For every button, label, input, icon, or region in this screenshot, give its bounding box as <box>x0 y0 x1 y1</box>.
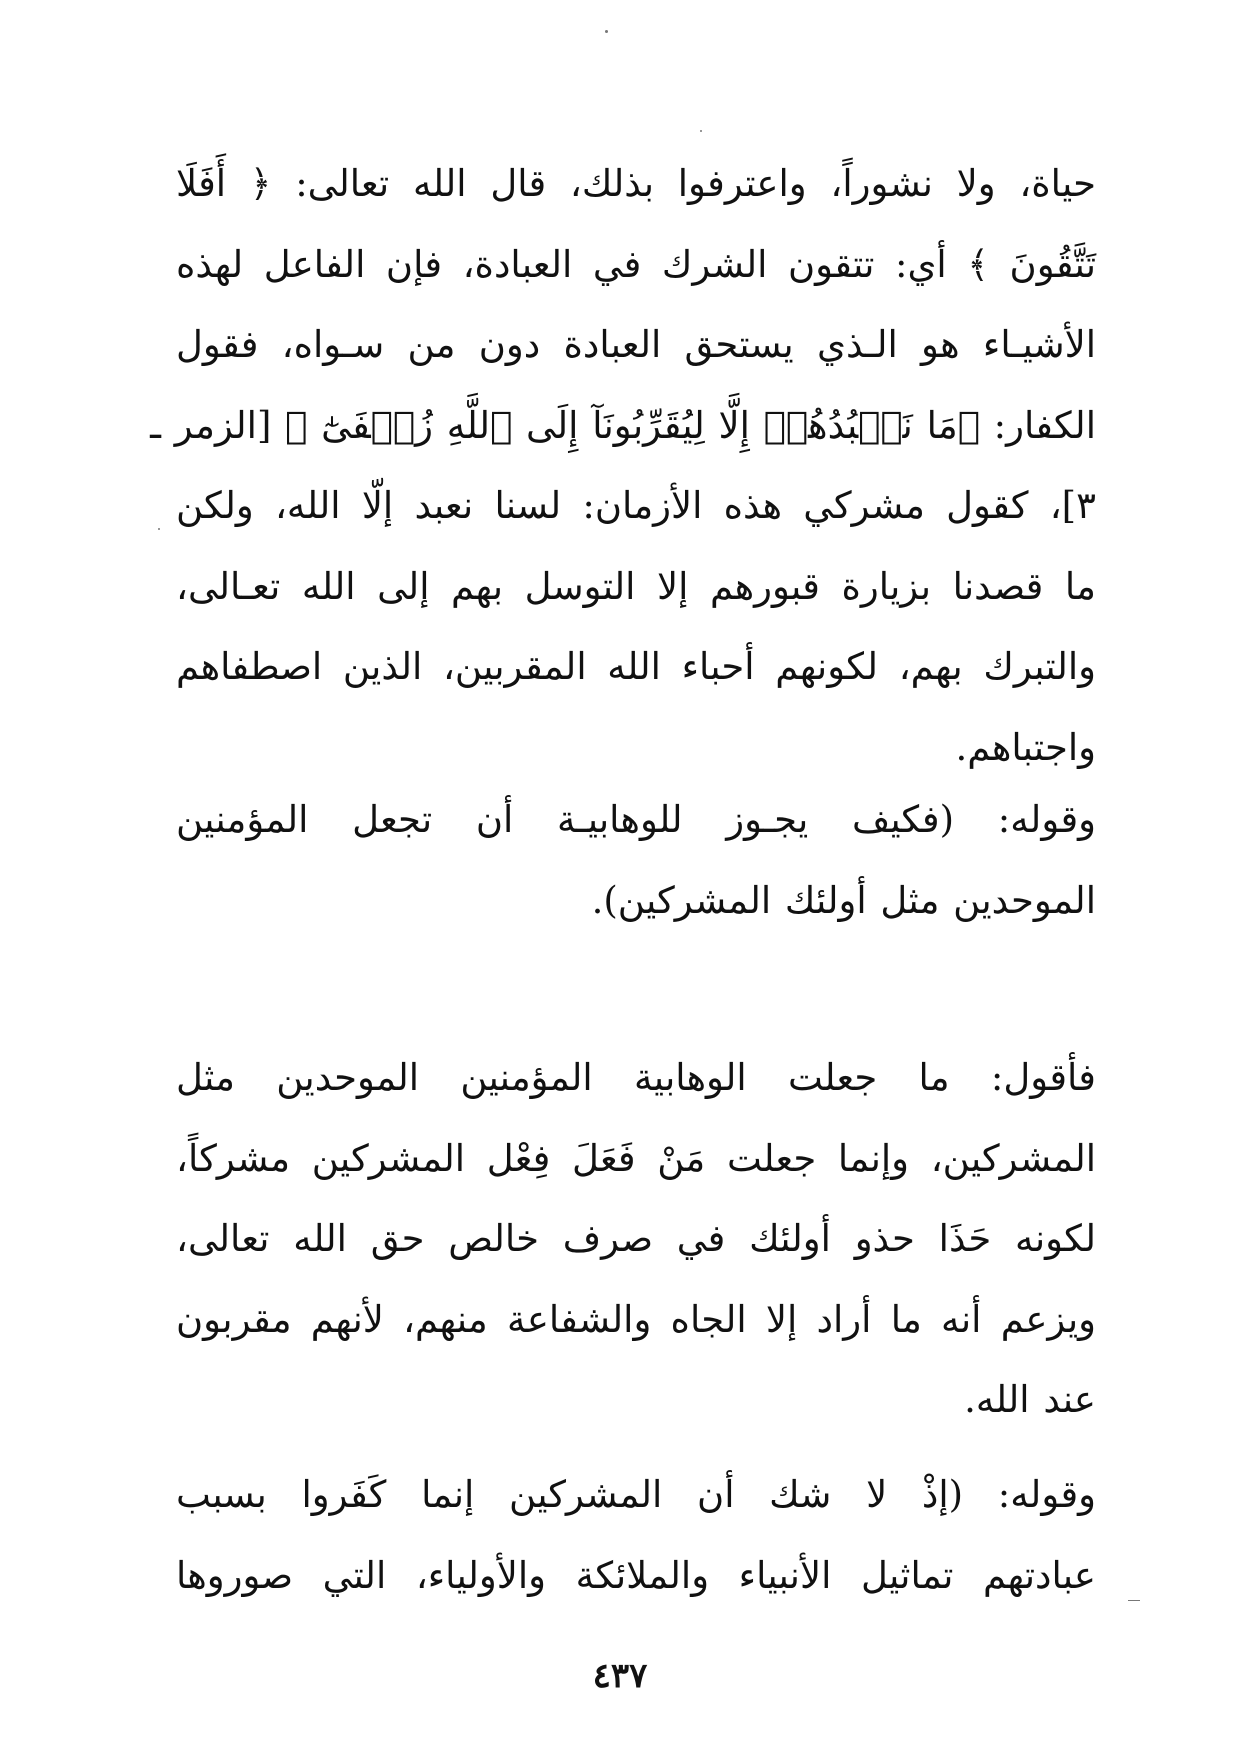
paragraph-response <box>176 1038 1096 1441</box>
text-line: فأقول: ما جعلت الوهابية المؤمنين الموحدين مثل <box>176 1056 1096 1099</box>
text-line: عبادتهم تماثيل الأنبياء والملائكة والأولياء، التي صوروها <box>176 1553 1096 1597</box>
text-line: والتبرك بهم، لكونهم أحباء الله المقربين، الذين اصطفاهم <box>176 645 1096 688</box>
text-line: الكفار: ﴿مَا نَعۡبُدُهُمۡ إِلَّا لِيُقَرِّبُونَآ إِلَى ٱللَّهِ زُلۡفَىٰٓ ﴾ [الزمر ـ <box>150 403 1096 447</box>
paragraph-quoted-question <box>176 780 1096 941</box>
text-line: الموحدين مثل أولئك المشركين). <box>591 878 1096 922</box>
text-line: ويزعم أنه ما أراد إلا الجاه والشفاعة منهم، لأنهم مقربون <box>176 1297 1096 1341</box>
text-line: ما قصدنا بزيارة قبورهم إلا التوسل بهم إلى الله تعـالى، <box>176 564 1096 608</box>
text-line: ٣]، كقول مشركي هذه الأزمان: لسنا نعبد إلّا الله، ولكن <box>176 484 1096 527</box>
scan-speck <box>158 528 160 530</box>
text-line: لكونه حَذَا حذو أولئك في صرف خالص حق الله تعالى، <box>176 1217 1096 1260</box>
text-line: تَتَّقُونَ ﴾ أي: تتقون الشرك في العبادة، فإن الفاعل لهذه <box>176 242 1096 286</box>
text-line: وقوله: (إذْ لا شك أن المشركين إنما كَفَروا بسبب <box>176 1473 1096 1516</box>
text-line: عند الله. <box>964 1378 1096 1421</box>
page-number: ٤٣٧ <box>592 1656 648 1696</box>
text-line: المشركين، وإنما جعلت مَنْ فَعَلَ فِعْل المشركين مشركاً، <box>176 1136 1096 1180</box>
text-line: وقوله: (فكيف يجـوز للوهابيـة أن تجعل المؤمنين <box>176 798 1096 841</box>
text-line: حياة، ولا نشوراً، واعترفوا بذلك، قال الله تعالى: ﴿ أَفَلَا <box>176 162 1096 205</box>
scan-speck <box>605 30 608 33</box>
paragraph-quoted-claim <box>176 1455 1096 1616</box>
scan-speck <box>1128 1600 1140 1601</box>
scan-speck <box>700 130 702 132</box>
text-line: الأشيـاء هو الـذي يستحق العبادة دون من سـواه، فقول <box>176 323 1096 366</box>
paragraph-quran-commentary <box>150 144 1096 788</box>
text-line: واجتباهم. <box>955 725 1096 769</box>
